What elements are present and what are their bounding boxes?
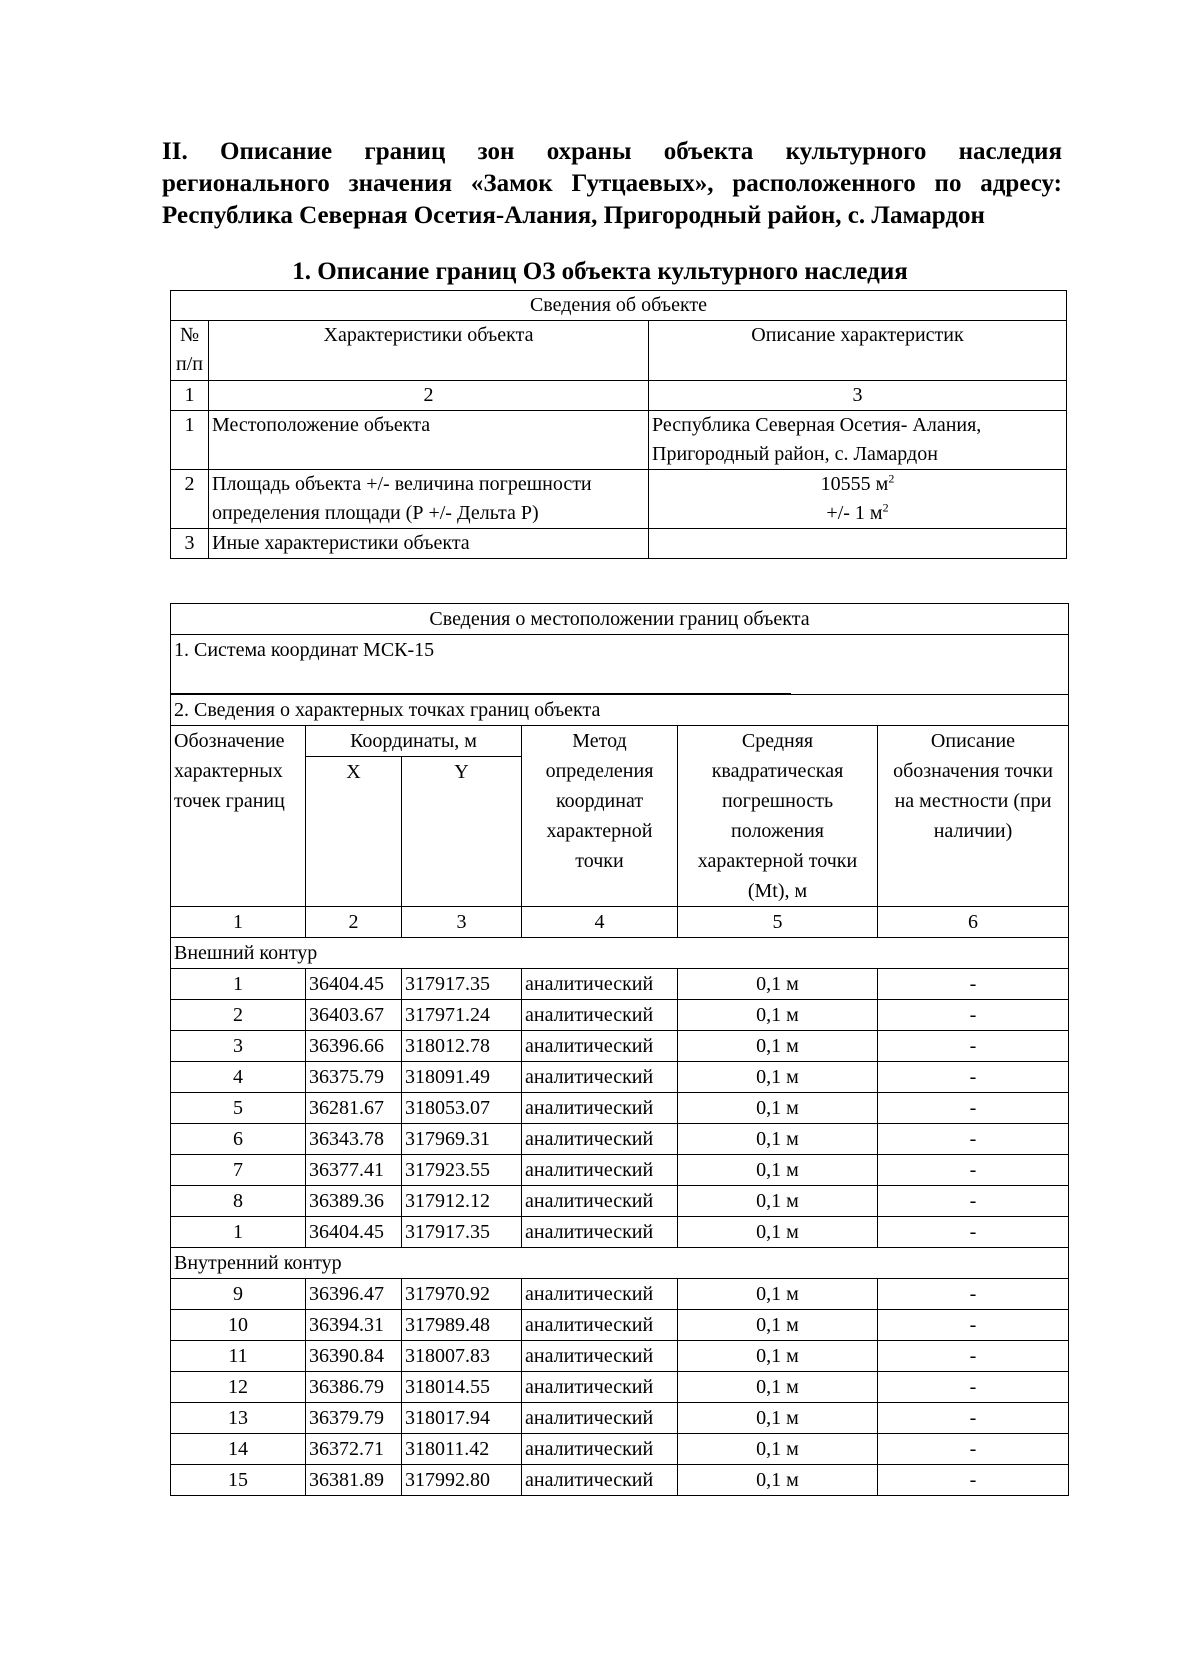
header-point-description: Описание обозначения точки на местности (при наличии): [878, 726, 1069, 907]
point-x: 36396.66: [306, 1031, 402, 1062]
point-description: -: [878, 1434, 1069, 1465]
point-y: 317989.48: [402, 1310, 522, 1341]
description-line: Республика Северная Осетия- Алания,: [652, 414, 982, 436]
description-line: 10555 м: [820, 473, 889, 495]
col-number-header: [171, 321, 209, 381]
section-title: 1. Описание границ ОЗ объекта культурного наследия: [292, 258, 908, 285]
index-cell: 3: [402, 907, 522, 938]
point-x: 36343.78: [306, 1124, 402, 1155]
object-row: [171, 470, 1067, 529]
point-id: 10: [171, 1310, 306, 1341]
characteristic-line: определения площади (Р +/- Дельта Р): [212, 502, 539, 524]
point-id: 12: [171, 1372, 306, 1403]
point-error: 0,1 м: [678, 1155, 878, 1186]
header-x: X: [306, 757, 402, 907]
point-method: аналитический: [522, 1279, 678, 1310]
row-number: 1: [171, 411, 209, 470]
point-x: 36379.79: [306, 1403, 402, 1434]
point-y: 317912.12: [402, 1186, 522, 1217]
point-method: аналитический: [522, 1310, 678, 1341]
document-heading: [162, 136, 1062, 232]
heading-line-2: регионального значения «Замок Гутцаевых», расположенного по адресу:: [162, 170, 1062, 197]
point-id: 5: [171, 1093, 306, 1124]
point-error: 0,1 м: [678, 1403, 878, 1434]
point-description: -: [878, 969, 1069, 1000]
col-description-header: Описание характеристик: [649, 321, 1067, 381]
points-table: [170, 603, 1069, 1496]
point-description: -: [878, 1310, 1069, 1341]
row-number: 3: [171, 529, 209, 559]
point-id: 6: [171, 1124, 306, 1155]
point-y: 317971.24: [402, 1000, 522, 1031]
point-error: 0,1 м: [678, 1310, 878, 1341]
point-description: -: [878, 1093, 1069, 1124]
point-error: 0,1 м: [678, 1279, 878, 1310]
coord-system-text: 1. Система координат МСК-15: [174, 639, 435, 661]
point-id: 9: [171, 1279, 306, 1310]
index-cell: 4: [522, 907, 678, 938]
point-method: аналитический: [522, 1031, 678, 1062]
point-description: -: [878, 1186, 1069, 1217]
point-error: 0,1 м: [678, 1465, 878, 1496]
point-y: 317923.55: [402, 1155, 522, 1186]
point-row: [171, 969, 1069, 1000]
point-y: 317917.35: [402, 969, 522, 1000]
point-id: 15: [171, 1465, 306, 1496]
point-x: 36389.36: [306, 1186, 402, 1217]
point-y: 318017.94: [402, 1403, 522, 1434]
point-row: [171, 1217, 1069, 1248]
point-id: 11: [171, 1341, 306, 1372]
outer-contour-label: Внешний контур: [171, 938, 1069, 969]
header-method: Метод определения координат характерной точки: [522, 726, 678, 907]
characteristic-line: Местоположение объекта: [212, 414, 431, 436]
point-row: [171, 1124, 1069, 1155]
point-description: -: [878, 1124, 1069, 1155]
object-row: [171, 411, 1067, 470]
point-description: -: [878, 1403, 1069, 1434]
point-error: 0,1 м: [678, 1000, 878, 1031]
point-y: 318012.78: [402, 1031, 522, 1062]
points-title: 2. Сведения о характерных точках границ объекта: [171, 695, 1069, 726]
point-x: 36381.89: [306, 1465, 402, 1496]
index-cell: 1: [171, 907, 306, 938]
point-description: -: [878, 1031, 1069, 1062]
point-y: 317970.92: [402, 1279, 522, 1310]
point-error: 0,1 м: [678, 1186, 878, 1217]
square-superscript: 2: [882, 500, 889, 515]
object-rows: [171, 411, 1067, 559]
point-method: аналитический: [522, 1434, 678, 1465]
point-id: 7: [171, 1155, 306, 1186]
point-row: [171, 1279, 1069, 1310]
object-table-caption: Сведения об объекте: [171, 291, 1067, 321]
point-row: [171, 1372, 1069, 1403]
point-method: аналитический: [522, 1062, 678, 1093]
point-row: [171, 1465, 1069, 1496]
point-error: 0,1 м: [678, 969, 878, 1000]
index-cell: 1: [171, 381, 209, 411]
object-row: [171, 529, 1067, 559]
points-table-caption: Сведения о местоположении границ объекта: [171, 604, 1069, 635]
index-cell: 2: [306, 907, 402, 938]
point-description: -: [878, 1155, 1069, 1186]
index-cell: 2: [209, 381, 649, 411]
point-id: 14: [171, 1434, 306, 1465]
heading-line-3: Республика Северная Осетия-Алания, Пригородный район, с. Ламардон: [162, 202, 985, 229]
point-x: 36390.84: [306, 1341, 402, 1372]
point-method: аналитический: [522, 1124, 678, 1155]
point-row: [171, 1434, 1069, 1465]
point-x: 36394.31: [306, 1310, 402, 1341]
inner-contour-label: Внутренний контур: [171, 1248, 1069, 1279]
inner-contour-rows: [171, 1279, 1069, 1496]
col-number-line2: п/п: [176, 353, 203, 375]
row-number: 2: [171, 470, 209, 529]
point-id: 2: [171, 1000, 306, 1031]
point-row: [171, 1310, 1069, 1341]
header-y: Y: [402, 757, 522, 907]
point-x: 36372.71: [306, 1434, 402, 1465]
point-x: 36375.79: [306, 1062, 402, 1093]
square-superscript: 2: [888, 471, 895, 486]
point-x: 36281.67: [306, 1093, 402, 1124]
row-characteristic: [209, 529, 649, 559]
col-number-line1: №: [179, 324, 200, 346]
point-row: [171, 1403, 1069, 1434]
col-characteristics-header: Характеристики объекта: [209, 321, 649, 381]
point-row: [171, 1062, 1069, 1093]
point-error: 0,1 м: [678, 1031, 878, 1062]
points-index-row: [171, 907, 1069, 938]
point-id: 1: [171, 1217, 306, 1248]
point-method: аналитический: [522, 1093, 678, 1124]
point-row: [171, 1031, 1069, 1062]
point-description: -: [878, 1465, 1069, 1496]
point-method: аналитический: [522, 1000, 678, 1031]
point-x: 36404.45: [306, 969, 402, 1000]
point-method: аналитический: [522, 969, 678, 1000]
header-coordinates: Координаты, м: [306, 726, 522, 757]
point-error: 0,1 м: [678, 1124, 878, 1155]
point-id: 13: [171, 1403, 306, 1434]
header-designation: Обозначение характерных точек границ: [171, 726, 306, 907]
heading-line-1: II. Описание границ зон охраны объекта культурного наследия: [162, 138, 1062, 165]
characteristic-line: Площадь объекта +/- величина погрешности: [212, 473, 592, 495]
point-x: 36404.45: [306, 1217, 402, 1248]
point-y: 318091.49: [402, 1062, 522, 1093]
point-y: 318014.55: [402, 1372, 522, 1403]
header-error: Средняя квадратическая погрешность положения характерной точки (Mt), м: [678, 726, 878, 907]
point-row: [171, 1155, 1069, 1186]
point-error: 0,1 м: [678, 1372, 878, 1403]
point-description: -: [878, 1372, 1069, 1403]
point-description: -: [878, 1279, 1069, 1310]
row-description: [649, 470, 1067, 529]
object-info-table: [170, 290, 1067, 559]
row-characteristic: [209, 470, 649, 529]
index-cell: 5: [678, 907, 878, 938]
point-error: 0,1 м: [678, 1434, 878, 1465]
point-method: аналитический: [522, 1403, 678, 1434]
coord-system-underline: [171, 693, 791, 694]
index-cell: 6: [878, 907, 1069, 938]
point-y: 317917.35: [402, 1217, 522, 1248]
point-y: 318053.07: [402, 1093, 522, 1124]
point-id: 3: [171, 1031, 306, 1062]
point-y: 318011.42: [402, 1434, 522, 1465]
characteristic-line: Иные характеристики объекта: [212, 532, 470, 554]
point-method: аналитический: [522, 1155, 678, 1186]
point-x: 36377.41: [306, 1155, 402, 1186]
point-row: [171, 1186, 1069, 1217]
coord-system-cell: [171, 635, 1069, 695]
object-index-row: [171, 381, 1067, 411]
point-y: 318007.83: [402, 1341, 522, 1372]
description-line: +/- 1 м: [826, 502, 883, 524]
point-row: [171, 1000, 1069, 1031]
point-x: 36386.79: [306, 1372, 402, 1403]
row-description: [649, 411, 1067, 470]
point-id: 4: [171, 1062, 306, 1093]
point-method: аналитический: [522, 1341, 678, 1372]
point-row: [171, 1341, 1069, 1372]
row-characteristic: [209, 411, 649, 470]
point-y: 317969.31: [402, 1124, 522, 1155]
description-line: Пригородный район, с. Ламардон: [652, 443, 938, 465]
point-error: 0,1 м: [678, 1217, 878, 1248]
point-description: -: [878, 1000, 1069, 1031]
point-description: -: [878, 1217, 1069, 1248]
point-id: 1: [171, 969, 306, 1000]
point-error: 0,1 м: [678, 1062, 878, 1093]
point-x: 36396.47: [306, 1279, 402, 1310]
point-description: -: [878, 1341, 1069, 1372]
point-method: аналитический: [522, 1186, 678, 1217]
point-error: 0,1 м: [678, 1341, 878, 1372]
point-row: [171, 1093, 1069, 1124]
point-method: аналитический: [522, 1465, 678, 1496]
point-method: аналитический: [522, 1372, 678, 1403]
point-y: 317992.80: [402, 1465, 522, 1496]
point-error: 0,1 м: [678, 1093, 878, 1124]
outer-contour-rows: [171, 969, 1069, 1248]
index-cell: 3: [649, 381, 1067, 411]
row-description: [649, 529, 1067, 559]
point-method: аналитический: [522, 1217, 678, 1248]
point-id: 8: [171, 1186, 306, 1217]
point-description: -: [878, 1062, 1069, 1093]
point-x: 36403.67: [306, 1000, 402, 1031]
